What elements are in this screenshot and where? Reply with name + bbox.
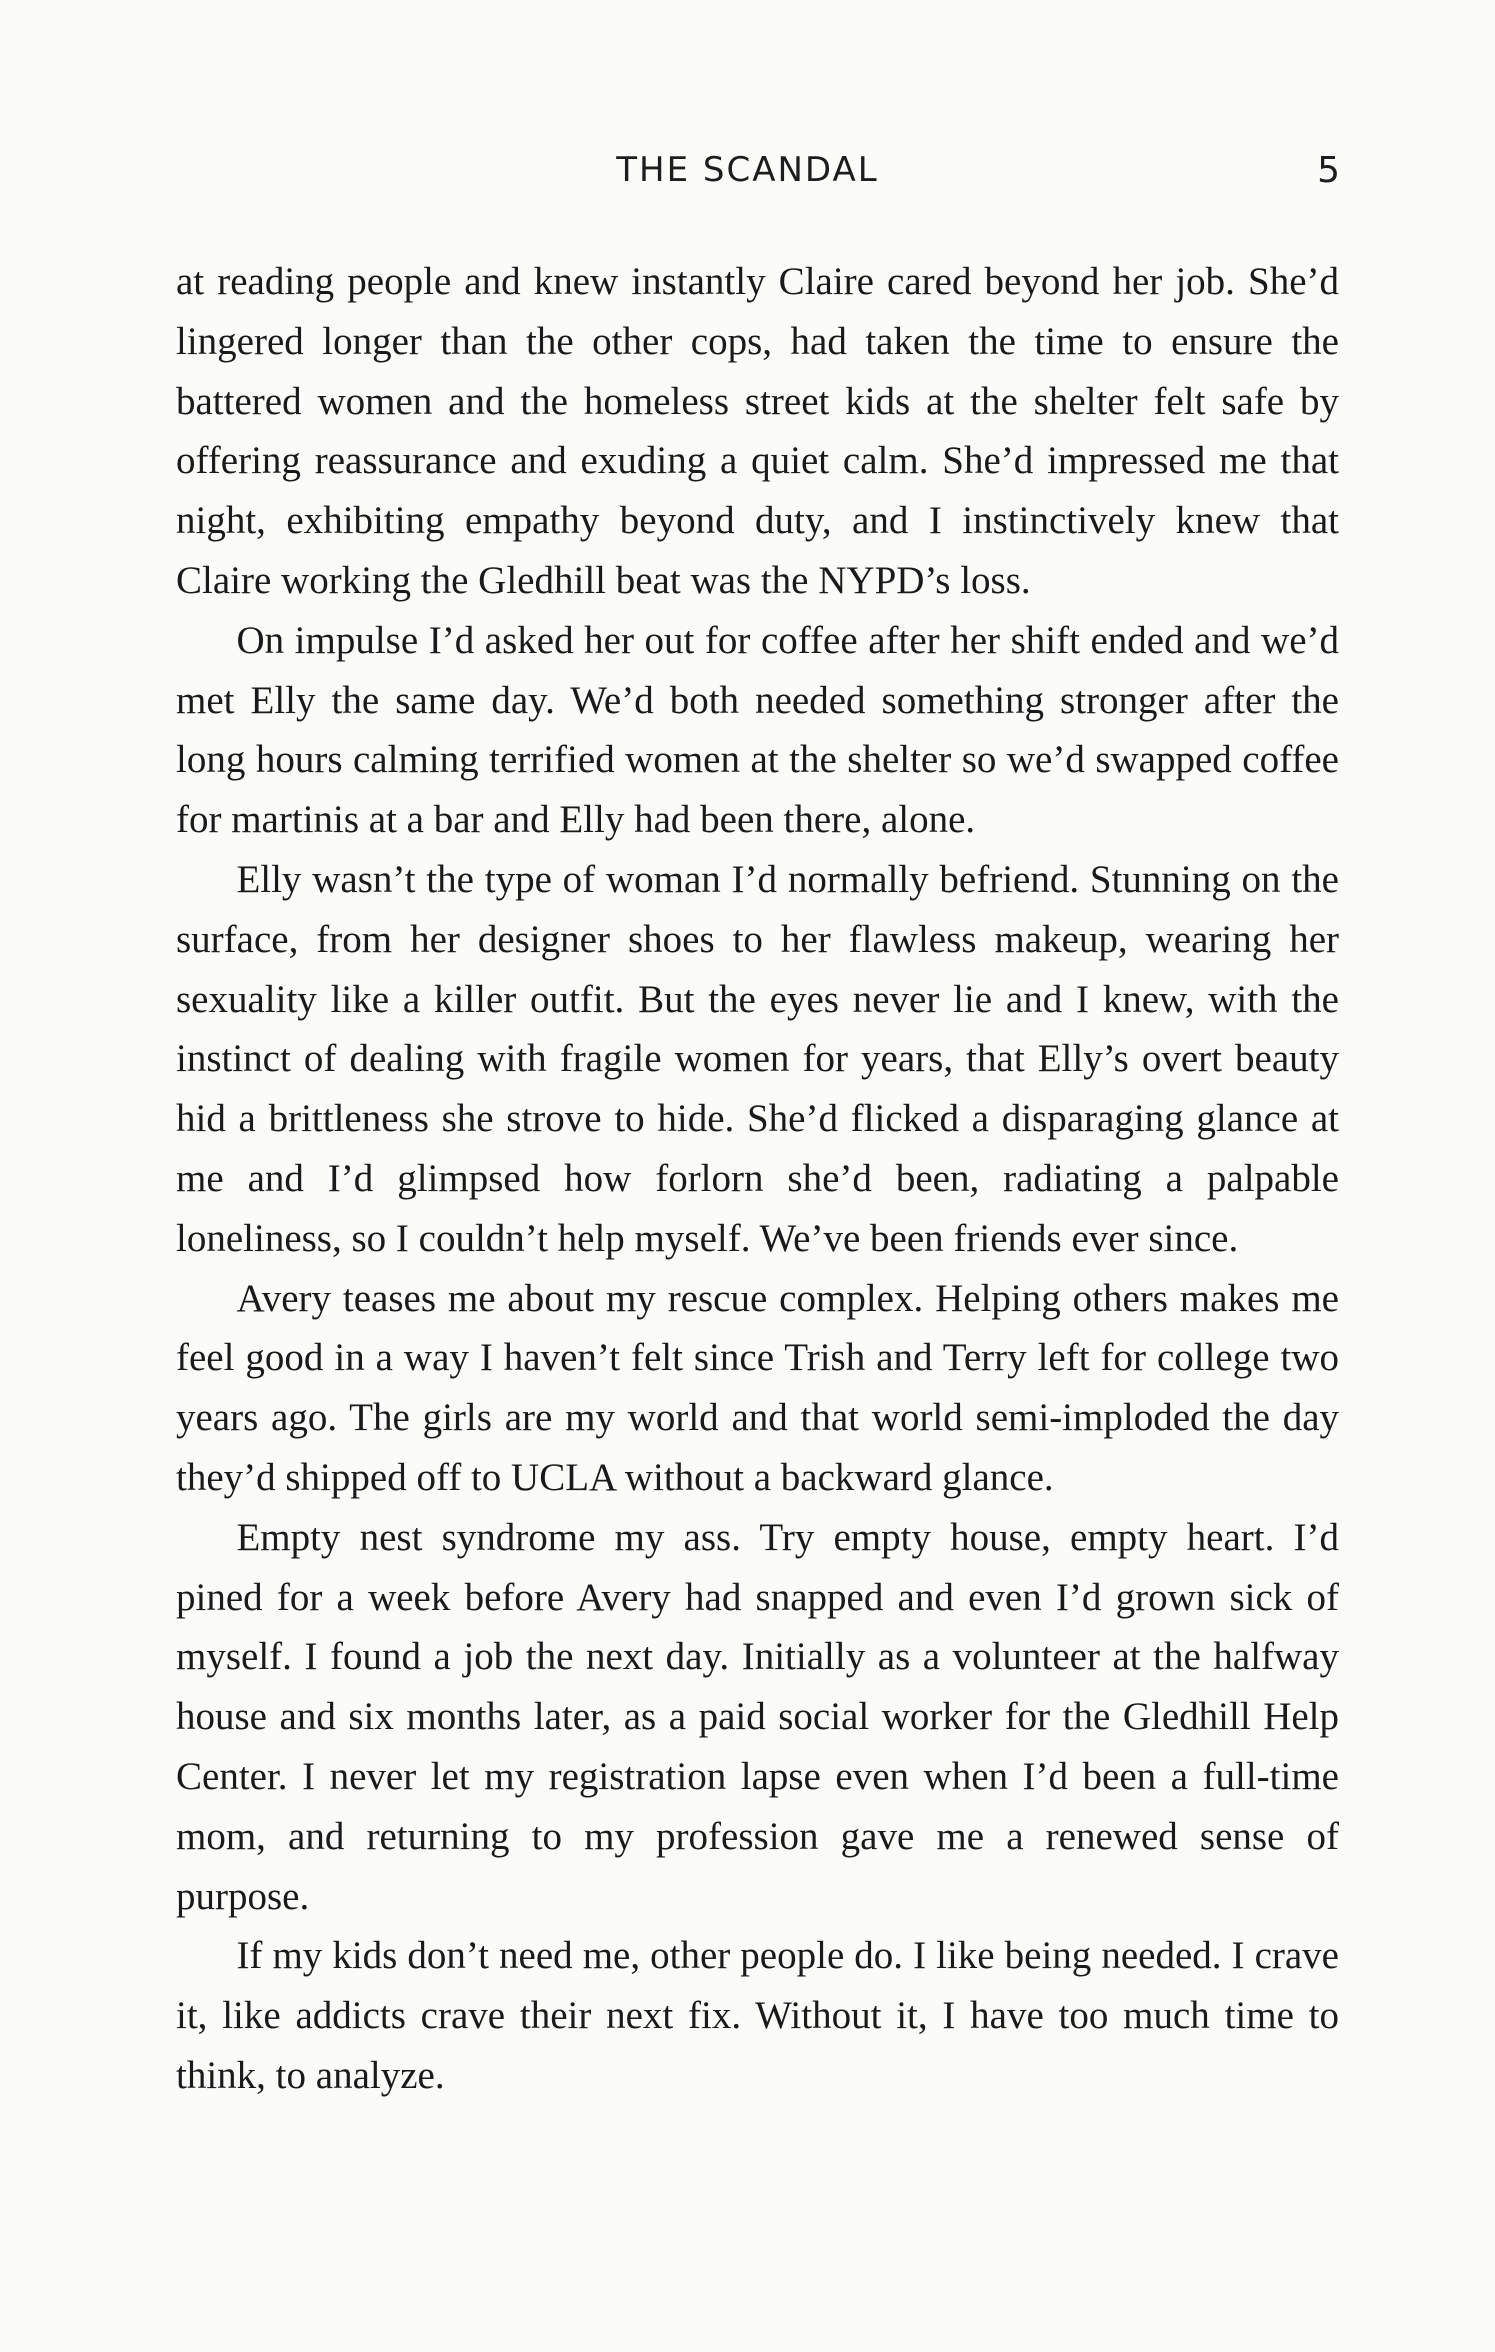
running-title: THE SCANDAL <box>616 150 879 190</box>
paragraph-3: Elly wasn’t the type of woman I’d normally befriend. Stunning on the surface, from her designer shoes to her flawless makeup, wearing her sexuality like a killer outfit. But the eyes never lie and I knew, with the instinct of dealing with fragile women for years, that Elly’s overt beauty hid a brittleness she strove to hide. She’d flicked a disparaging glance at me and I’d glimpsed how forlorn she’d been, radiating a palpable loneliness, so I couldn’t help myself. We’ve been friends ever since. <box>176 857 1339 1260</box>
paragraph-5: Empty nest syndrome my ass. Try empty house, empty heart. I’d pined for a week before Avery had snapped and even I’d grown sick of myself. I found a job the next day. Initially as a volunteer at the halfway house and six months later, as a paid social worker for the Gledhill Help Center. I never let my registration lapse even when I’d been a full-time mom, and returning to my profession gave me a renewed sense of purpose. <box>176 1515 1339 1918</box>
paragraph-2: On impulse I’d asked her out for coffee after her shift ended and we’d met Elly the same day. We’d both needed something stronger after the long hours calming terrified women at the shelter so we’d swapped coffee for martinis at a bar and Elly had been there, alone. <box>176 618 1339 842</box>
paragraph-4: Avery teases me about my rescue complex. Helping others makes me feel good in a way I haven’t felt since Trish and Terry left for college two years ago. The girls are my world and that world semi-imploded the day they’d shipped off to UCLA without a backward glance. <box>176 1276 1339 1499</box>
paragraph-1: at reading people and knew instantly Claire cared beyond her job. She’d lingered longer than the other cops, had taken the time to ensure the battered women and the homeless street kids at the shelter felt safe by offering reassurance and exuding a quiet calm. She’d impressed me that night, exhibiting empathy beyond duty, and I instinctively knew that Claire working the Gledhill beat was the NYPD’s loss. <box>176 260 1339 602</box>
running-header <box>0 150 1495 210</box>
page-number: 5 <box>1317 150 1340 191</box>
paragraph-6: If my kids don’t need me, other people do. I like being needed. I crave it, like addicts crave their next fix. Without it, I have too much time to think, to analyze. <box>176 1934 1339 2097</box>
body-text <box>176 252 1339 2106</box>
